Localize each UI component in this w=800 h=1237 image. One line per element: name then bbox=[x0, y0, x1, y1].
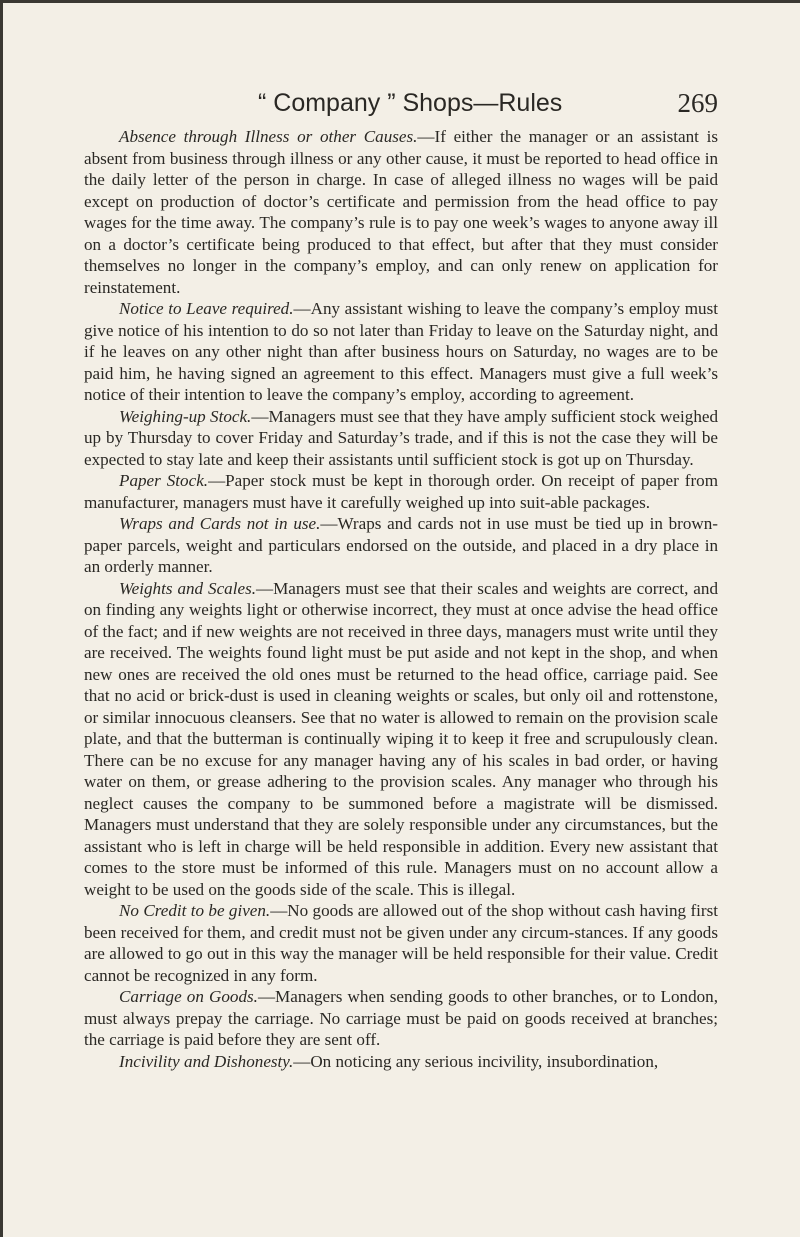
rule-body: —On noticing any serious incivility, insubordination, bbox=[293, 1051, 659, 1071]
rule-paragraph bbox=[84, 406, 718, 471]
rule-body: —Any assistant wishing to leave the company’s employ must give notice of his intention to do so not later than Friday to leave on the Saturday night, and if he leaves on any other night than after business hours on Saturday, no wages are to be paid him, he having signed an agreement to this effect. Managers must give a full week’s notice of their intention to leave the company’s employ, according to agreement. bbox=[84, 299, 718, 404]
running-title: “ Company ” Shops—Rules bbox=[258, 89, 563, 117]
rule-heading: Incivility and Dishonesty. bbox=[119, 1051, 294, 1071]
rule-heading: Notice to Leave required. bbox=[119, 299, 294, 318]
rule-body: —Managers when sending goods to other branches, or to London, must always prepay the carriage. No carriage must be paid on goods received at branches; the carriage is paid before they are sent off. bbox=[84, 987, 718, 1049]
rule-heading: Carriage on Goods. bbox=[119, 987, 258, 1006]
rule-body: —Paper stock must be kept in thorough order. On receipt of paper from manufacturer, managers must have it carefully weighed up into suit-able packages. bbox=[84, 471, 719, 512]
body-text bbox=[84, 126, 718, 1072]
rule-paragraph bbox=[84, 986, 718, 1051]
rule-paragraph bbox=[84, 1051, 718, 1073]
page-left-edge bbox=[0, 0, 3, 1237]
rule-paragraph bbox=[84, 470, 718, 513]
rule-paragraph bbox=[84, 298, 718, 406]
rule-heading: Wraps and Cards not in use. bbox=[119, 514, 321, 533]
rule-body: —Managers must see that their scales and weights are correct, and on finding any weights light or otherwise incorrect, they must at once advise the head office of the fact; and if new weights are not received in three days, managers must write until they are received. The weights found light must be put aside and not kept in the shop, and when new ones are received the old ones must be returned to the head office, carriage paid. See that no acid or brick-dust is used in cleaning weights or scales, but only oil and rottenstone, or similar innocuous cleansers. See that no water is allowed to remain on the provision scale plate, and that the butterman is continually wiping it to keep it free and scrupulously clean. There can be no excuse for any manager having any of his scales in bad order, or having water on them, or grease adhering to the provision scales. Any manager who through his neglect causes the company to be summoned before a magistrate will be dismissed. Managers must understand that they are solely responsible under any circumstances, but the assistant who is left in charge will be held responsible in addition. Every new assistant that comes to the store must be informed of this rule. Managers must on no account allow a weight to be used on the goods side of the scale. This is illegal. bbox=[84, 578, 718, 899]
rule-body: —Managers must see that they have amply sufficient stock weighed up by Thursday to cover Friday and Saturday’s trade, and if this is not the case they will be expected to stay late and keep their assistants until sufficient stock is got up on Thursday. bbox=[84, 406, 718, 469]
rule-paragraph bbox=[84, 900, 718, 986]
rule-body: —If either the manager or an assistant is absent from business through illness or any other cause, it must be reported to head office in the daily letter of the person in charge. In case of alleged illness no wages will be paid except on production of doctor’s certificate and permission from the head office to pay wages for the time away. The company’s rule is to pay one week’s wages to anyone away ill on a doctor’s certificate being produced to that effect, but after that they must consider themselves no longer in the company’s employ, and can only renew on application for reinstatement. bbox=[84, 127, 718, 297]
rule-body: —No goods are allowed out of the shop without cash having first been received for them, and credit must not be given under any circum-stances. If any goods are allowed to go out in this way the manager will be held responsible for their value. Credit cannot be recognized in any form. bbox=[84, 901, 718, 985]
rule-paragraph bbox=[84, 578, 718, 901]
rule-body: —Wraps and cards not in use must be tied up in brown-paper parcels, weight and particulars endorsed on the outside, and placed in a dry place in an orderly manner. bbox=[84, 514, 718, 576]
rule-heading: Absence through Illness or other Causes. bbox=[119, 127, 418, 146]
page-number: 269 bbox=[677, 88, 718, 118]
rule-heading: Paper Stock. bbox=[119, 471, 209, 490]
rule-heading: Weighing-up Stock. bbox=[119, 406, 252, 426]
page-header bbox=[0, 88, 800, 122]
rule-paragraph bbox=[84, 126, 718, 298]
rule-heading: No Credit to be given. bbox=[119, 901, 271, 920]
rule-heading: Weights and Scales. bbox=[119, 578, 256, 598]
rule-paragraph bbox=[84, 513, 718, 578]
page-top-rule bbox=[0, 0, 800, 3]
